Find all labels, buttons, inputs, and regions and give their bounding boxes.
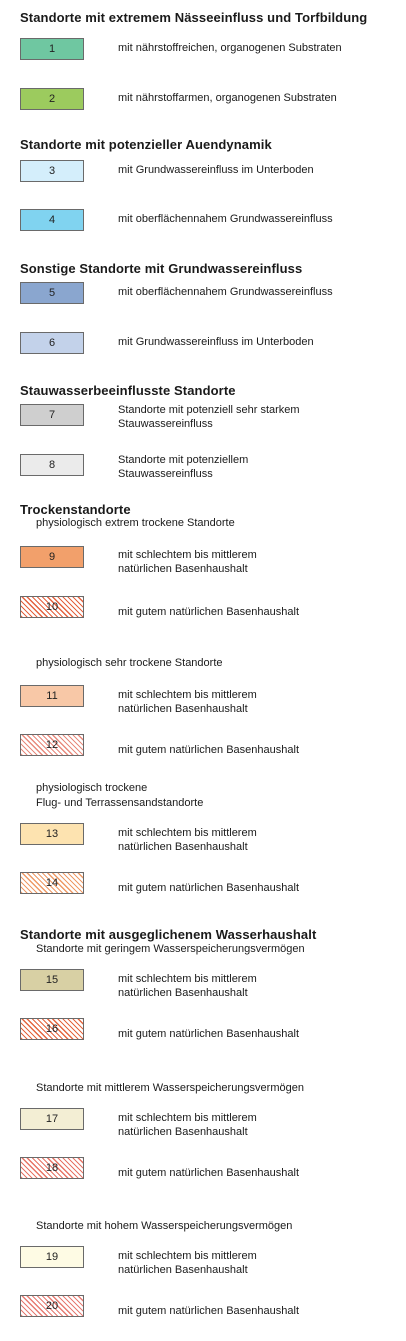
legend-description: mit schlechtem bis mittlerem natürlichen Basenhaushalt xyxy=(118,973,257,999)
legend-description: mit oberflächennahem Grundwassereinfluss xyxy=(118,213,333,225)
legend-swatch-hatched xyxy=(20,1018,84,1040)
legend-swatch xyxy=(20,454,84,476)
legend-swatch xyxy=(20,38,84,60)
legend-number: 16 xyxy=(45,1023,59,1035)
legend-description: Standorte mit potenziellem Stauwassereinfluss xyxy=(118,454,249,480)
section-heading: Sonstige Standorte mit Grundwassereinfluss xyxy=(20,261,303,276)
legend-description: mit gutem natürlichen Basenhaushalt xyxy=(118,1305,299,1317)
legend-description: mit gutem natürlichen Basenhaushalt xyxy=(118,1028,299,1040)
subheading: physiologisch sehr trockene Standorte xyxy=(36,657,223,669)
legend-number: 10 xyxy=(45,601,59,613)
legend-number: 20 xyxy=(45,1300,59,1312)
legend-swatch-hatched xyxy=(20,734,84,756)
legend-swatch xyxy=(20,823,84,845)
legend-number: 1 xyxy=(48,43,56,55)
legend-description: mit gutem natürlichen Basenhaushalt xyxy=(118,606,299,618)
legend-number: 18 xyxy=(45,1162,59,1174)
subheading: physiologisch extrem trockene Standorte xyxy=(36,517,235,529)
legend-swatch xyxy=(20,404,84,426)
legend-swatch xyxy=(20,969,84,991)
legend-description: mit schlechtem bis mittlerem natürlichen Basenhaushalt xyxy=(118,1112,257,1138)
legend-description: mit schlechtem bis mittlerem natürlichen Basenhaushalt xyxy=(118,1250,257,1276)
legend-description: mit schlechtem bis mittlerem natürlichen Basenhaushalt xyxy=(118,827,257,853)
legend-swatch xyxy=(20,1108,84,1130)
subheading: Standorte mit geringem Wasserspeicherungsvermögen xyxy=(36,943,305,955)
legend-number: 9 xyxy=(48,551,56,563)
section-heading: Standorte mit ausgeglichenem Wasserhaushalt xyxy=(20,927,317,942)
legend-number: 13 xyxy=(45,828,59,840)
legend-number: 8 xyxy=(48,459,56,471)
legend-swatch xyxy=(20,209,84,231)
legend-number: 17 xyxy=(45,1113,59,1125)
subheading: Flug- und Terrassensandstandorte xyxy=(36,797,204,809)
section-heading: Stauwasserbeeinflusste Standorte xyxy=(20,383,236,398)
legend-swatch xyxy=(20,282,84,304)
legend-description: Standorte mit potenziell sehr starkem Stauwassereinfluss xyxy=(118,404,300,430)
legend-description: mit Grundwassereinfluss im Unterboden xyxy=(118,336,314,348)
legend-swatch xyxy=(20,685,84,707)
legend-description: mit oberflächennahem Grundwassereinfluss xyxy=(118,286,333,298)
legend-number: 11 xyxy=(46,690,58,702)
legend-number: 19 xyxy=(45,1251,59,1263)
legend-number: 5 xyxy=(48,287,56,299)
subheading: Standorte mit mittlerem Wasserspeicherungsvermögen xyxy=(36,1082,304,1094)
section-heading: Standorte mit extremem Nässeeinfluss und Torfbildung xyxy=(20,10,368,25)
legend-description: mit schlechtem bis mittlerem natürlichen Basenhaushalt xyxy=(118,689,257,715)
legend-swatch-hatched xyxy=(20,596,84,618)
legend-swatch xyxy=(20,1246,84,1268)
section-heading: Standorte mit potenzieller Auendynamik xyxy=(20,137,272,152)
section-heading: Trockenstandorte xyxy=(20,502,131,517)
legend-description: mit gutem natürlichen Basenhaushalt xyxy=(118,1167,299,1179)
legend-number: 6 xyxy=(48,337,56,349)
legend-description: mit gutem natürlichen Basenhaushalt xyxy=(118,744,299,756)
legend-swatch-hatched xyxy=(20,872,84,894)
legend-description: mit gutem natürlichen Basenhaushalt xyxy=(118,882,299,894)
legend-description: mit Grundwassereinfluss im Unterboden xyxy=(118,164,314,176)
legend-number: 7 xyxy=(48,409,56,421)
legend-description: mit schlechtem bis mittlerem natürlichen Basenhaushalt xyxy=(118,549,257,575)
legend-swatch-hatched xyxy=(20,1157,84,1179)
legend-number: 3 xyxy=(48,165,56,177)
legend-number: 2 xyxy=(48,93,56,105)
legend-number: 15 xyxy=(45,974,59,986)
legend-swatch-hatched xyxy=(20,1295,84,1317)
legend-swatch xyxy=(20,332,84,354)
legend-description: mit nährstoffreichen, organogenen Substraten xyxy=(118,42,342,54)
legend-number: 14 xyxy=(45,877,59,889)
legend-swatch xyxy=(20,88,84,110)
legend-number: 4 xyxy=(48,214,56,226)
legend-number: 12 xyxy=(45,739,59,751)
legend-swatch xyxy=(20,546,84,568)
legend-description: mit nährstoffarmen, organogenen Substraten xyxy=(118,92,337,104)
legend-swatch xyxy=(20,160,84,182)
subheading: Standorte mit hohem Wasserspeicherungsvermögen xyxy=(36,1220,293,1232)
subheading: physiologisch trockene xyxy=(36,782,148,794)
